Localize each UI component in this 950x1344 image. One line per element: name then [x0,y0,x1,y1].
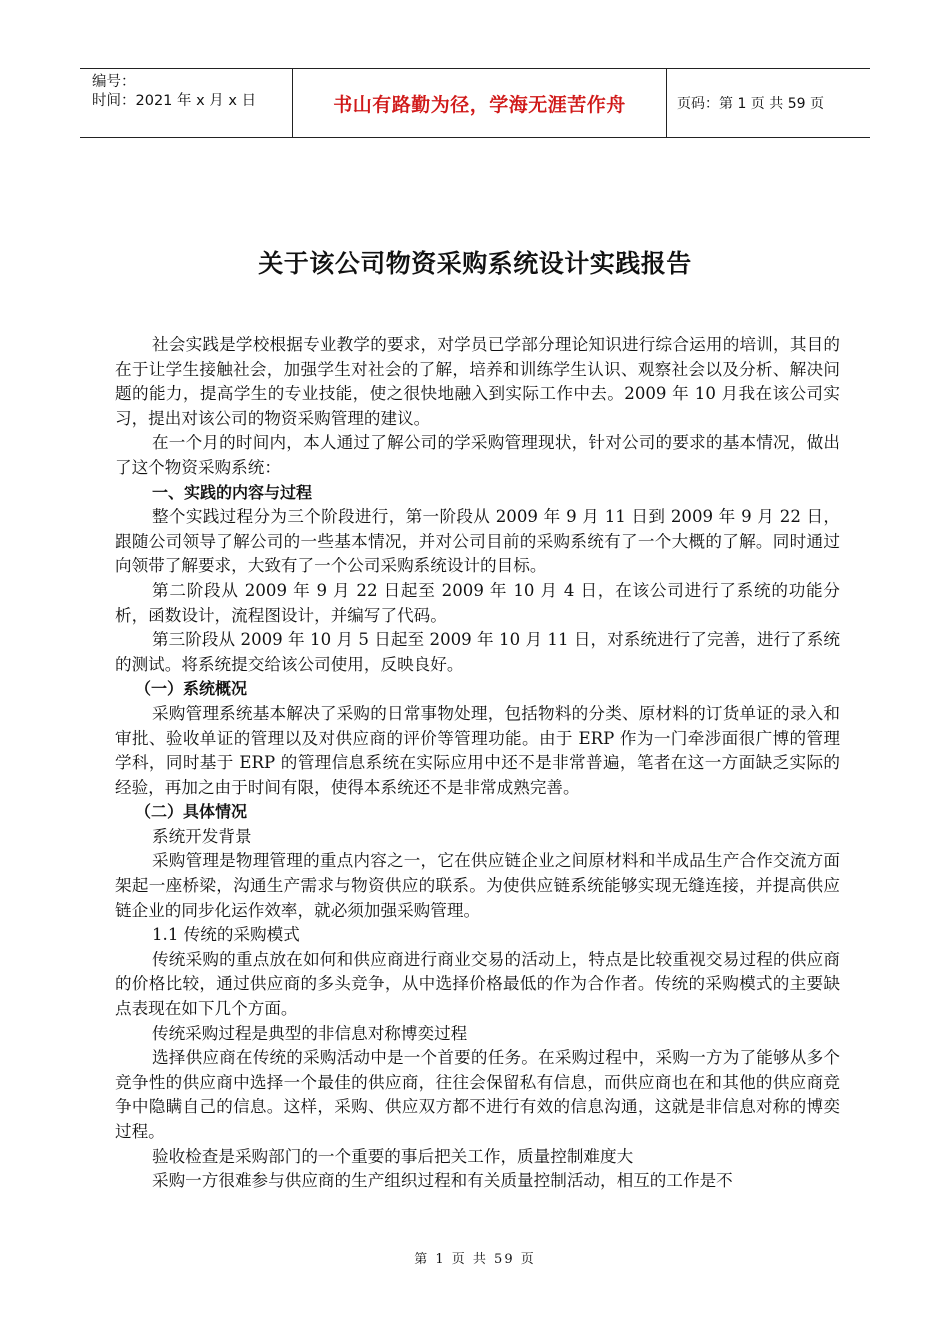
section-heading: 一、实践的内容与过程 [152,482,313,502]
paragraph: 第三阶段从 2009 年 10 月 5 日起至 2009 年 10 月 11 日，对系统进行了完善，进行了系统的测试。将系统提交给该公司使用，反映良好。 [115,630,840,674]
paragraph: 整个实践过程分为三个阶段进行，第一阶段从 2009 年 9 月 11 日到 2009 年 9 月 22 日，跟随公司领导了解公司的一些基本情况，并对公司目前的采购系统有了一个大概的了解。同时通过向领带了解要求，大致有了一个公司采购系统设计的目标。 [115,507,840,576]
paragraph: 系统开发背景 [152,826,252,846]
paragraph: 验收检查是采购部门的一个重要的事后把关工作，质量控制难度大 [152,1146,634,1166]
paragraph: 传统采购过程是典型的非信息对称博奕过程 [152,1023,468,1043]
number-label: 编号： [92,74,136,90]
paragraph: 采购管理是物理管理的重点内容之一，它在供应链企业之间原材料和半成品生产合作交流方面架起一座桥梁，沟通生产需求与物资供应的联系。为使供应链系统能够实现无缝连接，并提高供应链企业的同步化运作效率，就必须加强采购管理。 [115,851,840,920]
paragraph: 1.1 传统的采购模式 [152,925,300,945]
motto: 书山有路勤为径，学海无涯苦作舟 [292,69,667,137]
paragraph: 社会实践是学校根据专业教学的要求，对学员已学部分理论知识进行综合运用的培训，其目的在于让学生接触社会，加强学生对社会的了解，培养和训练学生认识、观察社会以及分析、解决问题的能力，提高学生的专业技能，使之很快地融入到实际工作中去。2009 年 10 月我在该公司实习，提出对该公司的物资采购管理的建议。 [115,335,840,428]
header-table [80,68,870,138]
page-footer: 第 1 页 共 59 页 [414,1252,536,1267]
page-info: 页码：第 1 页 共 59 页 [677,96,824,112]
paragraph: 采购一方很难参与供应商的生产组织过程和有关质量控制活动，相互的工作是不 [152,1171,733,1191]
header-left-cell [80,69,292,137]
document-title: 关于该公司物资采购系统设计实践报告 [258,249,692,278]
date-label: 时间：2021 年 x 月 x 日 [92,93,257,109]
document-body [115,333,840,1194]
paragraph: 采购管理系统基本解决了采购的日常事物处理，包括物料的分类、原材料的订货单证的录入和审批、验收单证的管理以及对供应商的评价等管理功能。由于 ERP 作为一门牵涉面很广博的管理学科，同时基于 ERP 的管理信息系统在实际应用中还不是非常普遍，笔者在这一方面缺乏实际的经验，再加之由于时间有限，使得本系统还不是非常成熟完善。 [115,703,840,797]
subsection-heading: （二）具体情况 [135,802,248,822]
paragraph: 在一个月的时间内，本人通过了解公司的学采购管理现状，针对公司的要求的基本情况，做出了这个物资采购系统： [115,433,840,477]
subsection-heading: （一）系统概况 [135,679,248,699]
paragraph: 传统采购的重点放在如何和供应商进行商业交易的活动上，特点是比较重视交易过程的供应商的价格比较，通过供应商的多头竞争，从中选择价格最低的作为合作者。传统的采购模式的主要缺点表现在如下几个方面。 [115,949,840,1019]
paragraph: 第二阶段从 2009 年 9 月 22 日起至 2009 年 10 月 4 日，在该公司进行了系统的功能分析，函数设计，流程图设计，并编写了代码。 [115,580,840,625]
paragraph: 选择供应商在传统的采购活动中是一个首要的任务。在采购过程中，采购一方为了能够从多个竞争性的供应商中选择一个最佳的供应商，往往会保留私有信息，而供应商也在和其他的供应商竞争中隐瞒自己的信息。这样，采购、供应双方都不进行有效的信息沟通，这就是非信息对称的博奕过程。 [115,1048,840,1141]
